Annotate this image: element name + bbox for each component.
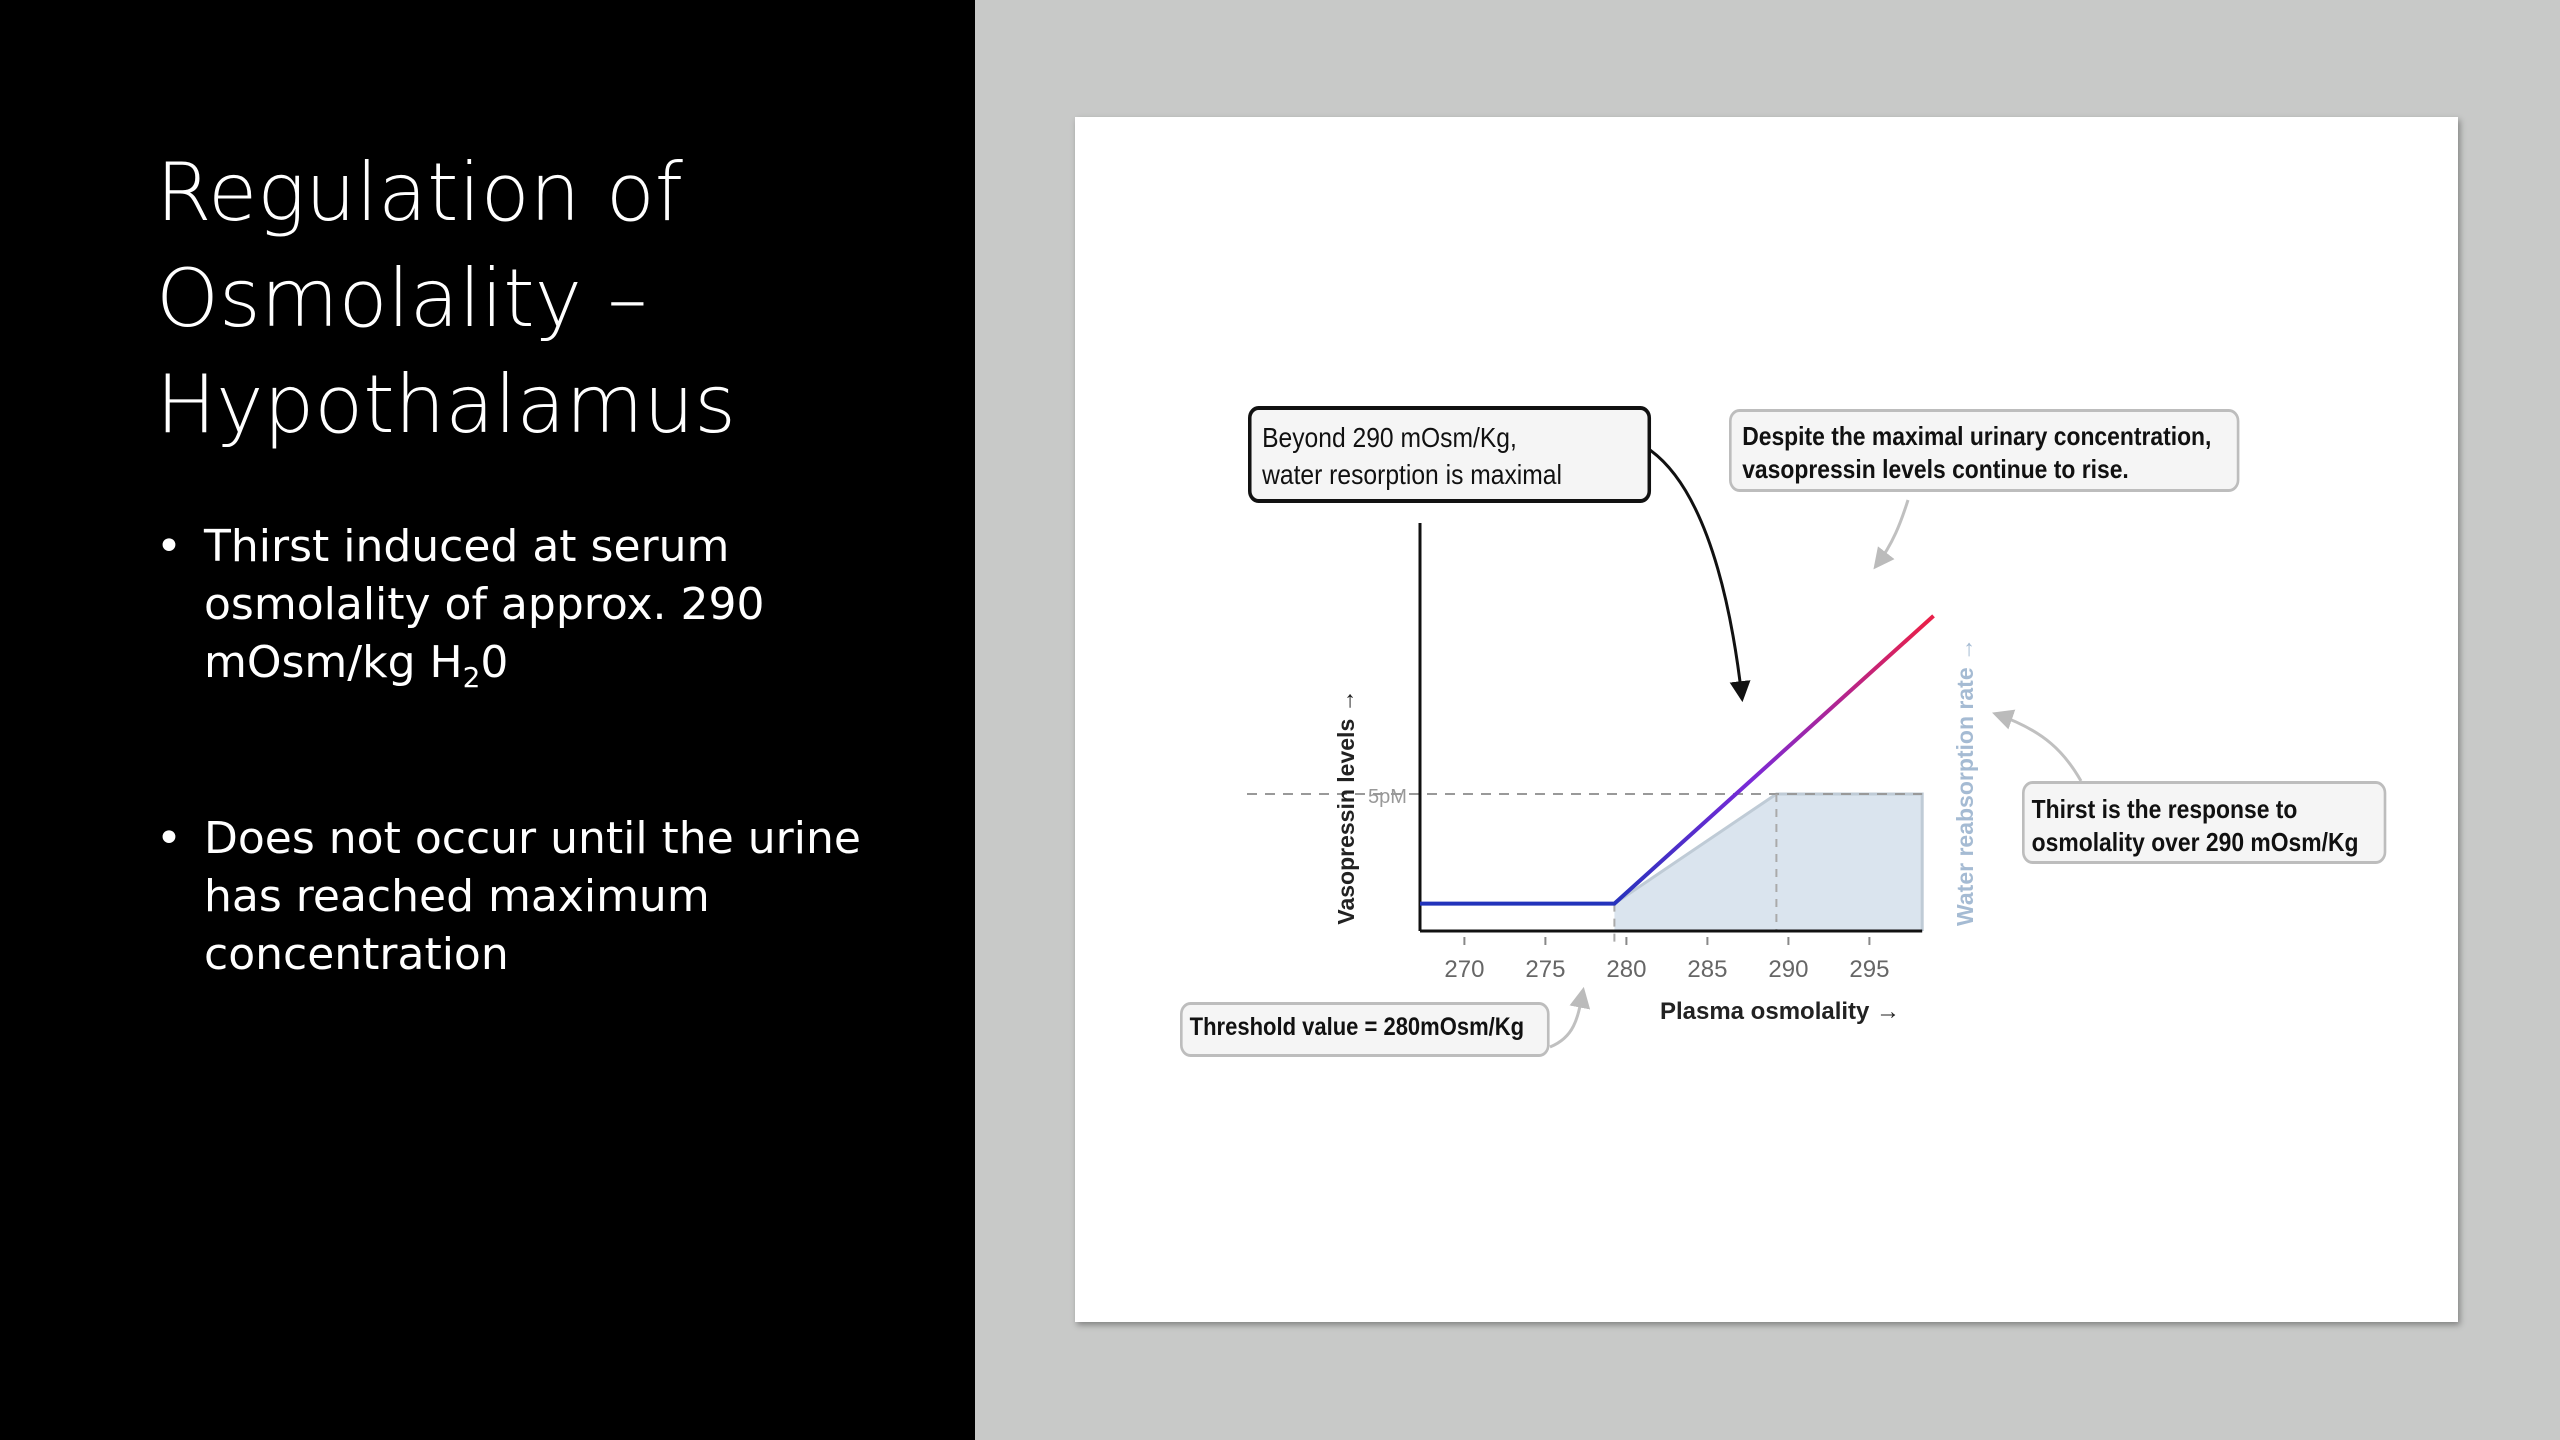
- x-tick-label: 295: [1849, 956, 1890, 983]
- x-axis-label: Plasma osmolality →: [1659, 998, 1901, 1025]
- callout-text-line: Thirst is the response to: [2031, 794, 2298, 824]
- bullet-text-line: Thirst induced at serum: [204, 521, 730, 572]
- y-axis-label-left: Vasopressin levels →: [1333, 689, 1359, 925]
- y-axis-label-right: Water reabsorption rate →: [1952, 638, 1978, 926]
- title-panel: [0, 0, 975, 1440]
- bullet-text-line: [204, 634, 956, 692]
- callout-threshold-pointer: [1550, 991, 1583, 1047]
- title-line: Regulation of: [156, 146, 683, 239]
- callout-threshold: [1180, 1002, 1550, 1057]
- callout-text-line: Beyond 290 mOsm/Kg,: [1262, 422, 1517, 453]
- bullet-marker: •: [156, 521, 182, 572]
- bullet-text-line: has reached maximum: [204, 871, 710, 922]
- unit-text: mOsm/kg H: [204, 637, 463, 688]
- bullet-item: [156, 518, 956, 692]
- callout-vasopressin-rise: [1729, 409, 2239, 492]
- unit-suffix: 0: [480, 637, 509, 688]
- callout-290-pointer: [1650, 450, 1742, 698]
- x-tick-label: 290: [1768, 956, 1809, 983]
- slide-title: [156, 140, 936, 458]
- callout-thirst: [2022, 781, 2386, 864]
- callout-rise-pointer: [1876, 500, 1908, 566]
- bullet-text-line: Does not occur until the urine: [204, 813, 861, 864]
- title-line: Osmolality –: [156, 252, 648, 345]
- bullet-text-line: osmolality of approx. 290: [204, 579, 765, 630]
- callout-thirst-pointer: [1996, 714, 2081, 781]
- x-tick-label: 275: [1525, 956, 1566, 983]
- vasopressin-chart: [1075, 117, 2458, 1322]
- callout-text-line: osmolality over 290 mOsm/Kg: [2031, 827, 2359, 857]
- bullet-text-line: concentration: [204, 929, 509, 980]
- callout-maximal-resorption: [1248, 406, 1651, 503]
- figure-frame: [1075, 117, 2458, 1322]
- callout-text-line: Threshold value = 280mOsm/Kg: [1189, 1013, 1525, 1041]
- callout-text-line: vasopressin levels continue to rise.: [1742, 454, 2129, 484]
- title-line: Hypothalamus: [156, 358, 736, 451]
- reference-label-5pm: 5pM: [1368, 786, 1407, 808]
- x-tick-label: 285: [1687, 956, 1728, 983]
- subscript-text: 2: [462, 661, 481, 694]
- callout-text-line: water resorption is maximal: [1262, 459, 1562, 490]
- bullet-list: [156, 518, 956, 1102]
- x-tick-label: 270: [1444, 956, 1485, 983]
- x-tick-label: 280: [1606, 956, 1647, 983]
- bullet-marker: •: [156, 813, 182, 864]
- callout-text-line: Despite the maximal urinary concentration,: [1742, 421, 2212, 451]
- bullet-item: [156, 810, 956, 984]
